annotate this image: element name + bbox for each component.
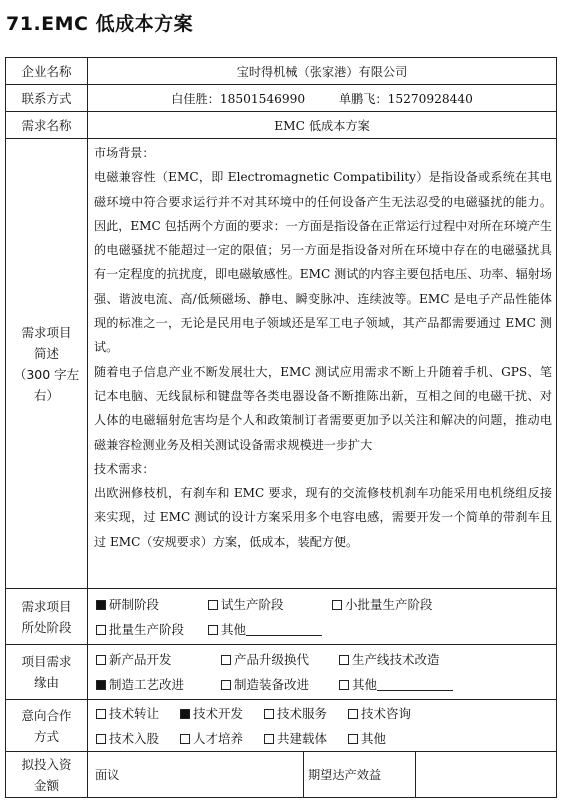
- checkbox-icon[interactable]: [221, 655, 231, 665]
- checkbox-checked-icon[interactable]: [180, 709, 190, 719]
- checkbox-icon[interactable]: [221, 680, 231, 690]
- contact-row: [6, 85, 557, 112]
- demand-name-row: [6, 112, 557, 139]
- option-label: 技术入股: [109, 730, 160, 746]
- option-label: 制造工艺改进: [109, 677, 185, 692]
- checkbox-icon[interactable]: [332, 600, 342, 610]
- description-paragraph: 随着电子信息产业不断发展壮大，EMC 测试应用需求不断上升随着手机、GPS、笔记本电脑、无线鼠标和键盘等各类电器设备不断推陈出新，互相之间的电磁干扰、对人体的电磁辐射危害均是个人和政策制订者需要更加予以关注和解决的问题，推动电磁兼容检测业务及相关测试设备需求规模进一步扩大: [94, 364, 553, 452]
- investment-row: [6, 752, 557, 798]
- origin-options: [88, 645, 557, 700]
- origin-option-equipment[interactable]: [221, 672, 339, 697]
- other-blank-line[interactable]: [377, 678, 453, 691]
- checkbox-icon[interactable]: [96, 625, 106, 635]
- checkbox-icon[interactable]: [348, 709, 358, 719]
- demand-name-label: 需求名称: [6, 112, 88, 139]
- other-blank-line[interactable]: [246, 623, 322, 636]
- company-value: 宝时得机械（张家港）有限公司: [88, 58, 557, 85]
- origin-label: [6, 645, 88, 700]
- origin-option-upgrade[interactable]: [221, 647, 339, 672]
- company-label: 企业名称: [6, 58, 88, 85]
- checkbox-icon[interactable]: [96, 655, 106, 665]
- option-label: 技术咨询: [361, 705, 412, 721]
- expected-benefit-value[interactable]: [416, 752, 557, 798]
- option-label: 其他: [361, 730, 387, 746]
- coop-option-service[interactable]: [264, 701, 348, 726]
- investment-label: [6, 752, 88, 798]
- coop-option-talent[interactable]: [180, 726, 264, 751]
- checkbox-icon[interactable]: [339, 655, 349, 665]
- cooperation-label-line: 意向合作: [21, 707, 72, 723]
- stage-option-trial[interactable]: [208, 592, 332, 617]
- contact-person-2: 单鹏飞：15270928440: [338, 91, 473, 106]
- description-label-line: 简述: [33, 345, 59, 361]
- investment-label-line: 拟投入资: [21, 756, 72, 772]
- option-label: 批量生产阶段: [109, 621, 185, 637]
- cooperation-label-line: 方式: [33, 728, 59, 744]
- checkbox-icon[interactable]: [264, 734, 274, 744]
- description-paragraph: 电磁兼容性（EMC，即 Electromagnetic Compatibility）是指设备或系统在其电磁环境中符合要求运行并不对其环境中的任何设备产生无法忍受的电磁骚扰的能力。因此，EMC 包括两个方面的要求：一方面是指设备在正常运行过程中对所在环境产生的电磁骚扰不能超过一定的限值；另一方面是指设备对所在环境中存在的电磁骚扰具有一定程度的抗扰度，即电磁敏感性。EMC 测试的内容主要包括电压、功率、辐射场强、谐波电流、高/低频磁场、静电、瞬变脉冲、连续波等。EMC 是电子产品性能体现的标准之一，无论是民用电子领域还是军工电子领域，其产品都需要通过 EMC 测试。: [94, 170, 553, 355]
- checkbox-checked-icon[interactable]: [96, 680, 106, 690]
- checkbox-icon[interactable]: [96, 734, 106, 744]
- page-title: 71.EMC 低成本方案: [6, 13, 194, 35]
- checkbox-icon[interactable]: [348, 734, 358, 744]
- option-label: 生产线技术改造: [352, 652, 440, 667]
- cooperation-options: [88, 700, 557, 752]
- tech-requirement-heading: 技术需求：: [94, 461, 155, 476]
- stage-option-small-batch[interactable]: [332, 592, 433, 617]
- description-label: [6, 139, 88, 589]
- coop-option-joint-carrier[interactable]: [264, 726, 348, 751]
- stage-options: [88, 589, 557, 645]
- contact-person-1: 白佳胜：18501546990: [171, 91, 306, 106]
- checkbox-checked-icon[interactable]: [96, 600, 106, 610]
- coop-option-other[interactable]: [348, 726, 386, 751]
- checkbox-icon[interactable]: [208, 625, 218, 635]
- option-label: 产品升级换代: [234, 652, 310, 667]
- description-row: [6, 139, 557, 589]
- checkbox-icon[interactable]: [264, 709, 274, 719]
- origin-option-process[interactable]: [96, 672, 221, 697]
- origin-option-new-product[interactable]: [96, 647, 221, 672]
- stage-option-research[interactable]: [96, 592, 208, 617]
- option-label: 人才培养: [193, 730, 244, 746]
- stage-label-line: 所处阶段: [21, 619, 72, 635]
- investment-label-line: 金额: [33, 777, 59, 793]
- option-label: 其他: [221, 621, 247, 637]
- description-label-line: 需求项目: [21, 324, 72, 340]
- origin-label-line: 缘由: [33, 675, 59, 690]
- cooperation-label: [6, 700, 88, 752]
- description-label-line: 右）: [33, 387, 59, 403]
- origin-option-line-retrofit[interactable]: [339, 647, 440, 672]
- coop-option-equity[interactable]: [96, 726, 180, 751]
- option-label: 技术转让: [109, 705, 160, 721]
- checkbox-icon[interactable]: [208, 600, 218, 610]
- option-label: 试生产阶段: [221, 596, 284, 612]
- investment-amount: 面议: [95, 768, 120, 782]
- expected-benefit-label: 期望达产效益: [304, 752, 416, 798]
- origin-row: [6, 645, 557, 700]
- stage-option-batch[interactable]: [96, 617, 208, 642]
- option-label: 其他: [352, 677, 378, 692]
- option-label: 新产品开发: [109, 652, 172, 667]
- coop-option-transfer[interactable]: [96, 701, 180, 726]
- market-background-heading: 市场背景：: [94, 146, 155, 160]
- option-label: 共建载体: [277, 730, 328, 746]
- description-paragraph: 出欧洲修枝机，有刹车和 EMC 要求，现有的交流修枝机刹车功能采用电机绕组反接来实现，过 EMC 测试的设计方案采用多个电容电感，需要开发一个简单的带刹车且过 EMC（安规要求）方案，低成本，装配方便。: [94, 486, 553, 549]
- description-label-line: （300 字左: [13, 366, 80, 382]
- investment-value: [88, 752, 304, 798]
- demand-name-value: EMC 低成本方案: [88, 112, 557, 139]
- option-label: 技术服务: [277, 705, 328, 721]
- demand-form-table: [5, 57, 557, 798]
- description-content: [88, 139, 557, 589]
- stage-option-other[interactable]: [208, 617, 322, 642]
- checkbox-icon[interactable]: [339, 680, 349, 690]
- origin-option-other[interactable]: [339, 672, 453, 697]
- origin-label-line: 项目需求: [21, 654, 72, 669]
- option-label: 研制阶段: [109, 596, 160, 612]
- checkbox-icon[interactable]: [96, 709, 106, 719]
- option-label: 小批量生产阶段: [345, 596, 433, 612]
- checkbox-icon[interactable]: [180, 734, 190, 744]
- stage-label-line: 需求项目: [21, 598, 72, 614]
- contact-value: [88, 85, 557, 112]
- option-label: 制造装备改进: [234, 677, 310, 692]
- company-row: [6, 58, 557, 85]
- contact-label: 联系方式: [6, 85, 88, 112]
- stage-row: [6, 589, 557, 645]
- coop-option-consulting[interactable]: [348, 701, 411, 726]
- coop-option-development[interactable]: [180, 701, 264, 726]
- cooperation-row: [6, 700, 557, 752]
- stage-label: [6, 589, 88, 645]
- option-label: 技术开发: [193, 705, 244, 721]
